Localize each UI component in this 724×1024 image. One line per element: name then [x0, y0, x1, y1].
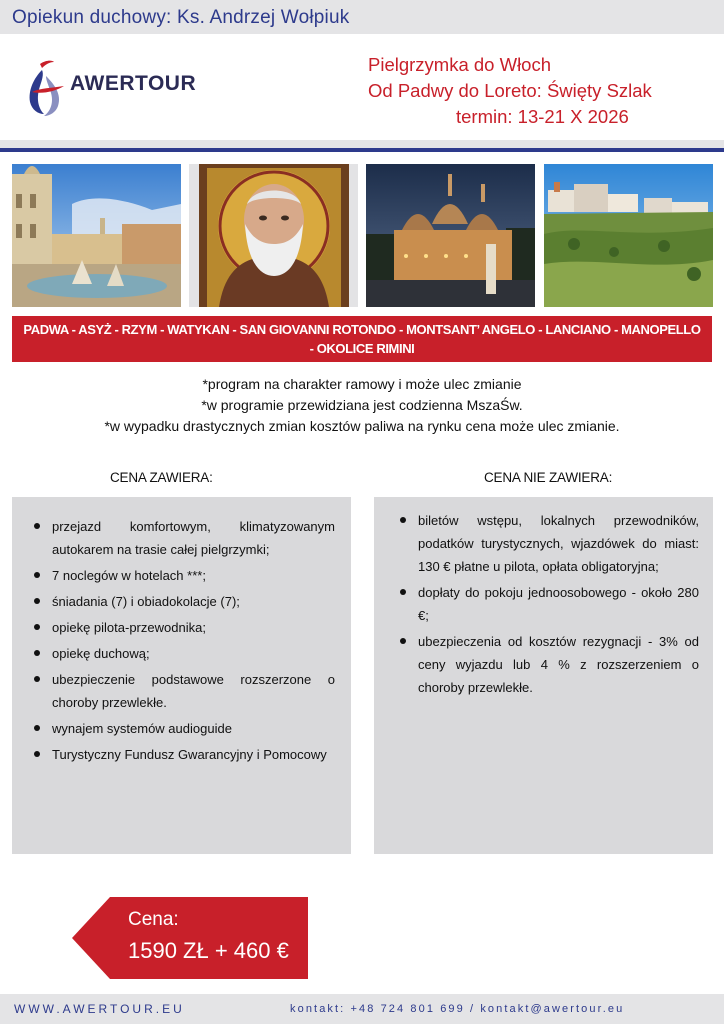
list-item: opiekę duchową; [32, 642, 335, 665]
trip-title-line2: Od Padwy do Loreto: Święty Szlak [368, 80, 652, 101]
excludes-box [374, 497, 713, 854]
padua-basilica-night-photo [366, 164, 535, 307]
list-item: biletów wstępu, lokalnych przewodników, podatków turystycznych, wjazdówek do miast: 130 € płatne u pilota, opłata obligatoryjna; [398, 509, 699, 578]
hilltown-landscape-photo [544, 164, 713, 307]
list-item: ubezpieczenie podstawowe rozszerzone o choroby przewlekłe. [32, 668, 335, 714]
padre-pio-mosaic-photo [189, 164, 358, 307]
rome-fountain-photo [12, 164, 181, 307]
includes-heading: CENA ZAWIERA: [110, 470, 213, 485]
top-bar [0, 0, 724, 34]
header-band [0, 140, 724, 148]
trip-title-line1: Pielgrzymka do Włoch [368, 54, 552, 75]
list-item: przejazd komfortowym, klimatyzowanym autokarem na trasie całej pielgrzymki; [32, 515, 335, 561]
program-notes [0, 374, 724, 437]
header [0, 34, 724, 140]
contact-info[interactable]: kontakt: +48 724 801 699 / kontakt@awertour.eu [290, 1003, 625, 1015]
website-link[interactable]: WWW.AWERTOUR.EU [14, 1002, 185, 1016]
list-item: ubezpieczenia od kosztów rezygnacji - 3% od ceny wyjazdu lub 4 % z rozszerzeniem o choroby przewlekłe. [398, 630, 699, 699]
note-item: *w wypadku drastycznych zmian kosztów paliwa na rynku cena może ulec zmianie. [104, 418, 620, 434]
trip-title [368, 52, 718, 130]
logo-mark-icon [24, 56, 68, 120]
chaplain-text: Opiekun duchowy: Ks. Andrzej Wołpiuk [12, 7, 350, 28]
logo-text: AWERTOUR [70, 72, 197, 95]
header-divider [0, 148, 724, 152]
list-item: Turystyczny Fundusz Gwarancyjny i Pomocowy [32, 743, 335, 766]
price-tag [72, 897, 308, 979]
list-item: śniadania (7) i obiadokolacje (7); [32, 590, 335, 613]
includes-list [32, 515, 335, 766]
footer [0, 994, 724, 1024]
excludes-heading: CENA NIE ZAWIERA: [484, 470, 613, 485]
includes-box [12, 497, 351, 854]
trip-dates: termin: 13-21 X 2026 [456, 106, 629, 127]
price-label: Cena: [128, 909, 179, 930]
note-item: *w programie przewidziana jest codzienna MszaŚw. [201, 397, 523, 413]
list-item: 7 noclegów w hotelach ***; [32, 564, 335, 587]
price-value: 1590 ZŁ + 460 € [128, 938, 289, 963]
awertour-logo [24, 56, 204, 120]
list-item: dopłaty do pokoju jednoosobowego - około 280 €; [398, 581, 699, 627]
route-banner: PADWA - ASYŻ - RZYM - WATYKAN - SAN GIOVANNI ROTONDO - MONTSANT’ ANGELO - LANCIANO - MANOPELLO - OKOLICE RIMINI [12, 316, 712, 362]
list-item: opiekę pilota-przewodnika; [32, 616, 335, 639]
excludes-list [398, 509, 699, 699]
list-item: wynajem systemów audioguide [32, 717, 335, 740]
note-item: *program na charakter ramowy i może ulec zmianie [202, 376, 522, 392]
